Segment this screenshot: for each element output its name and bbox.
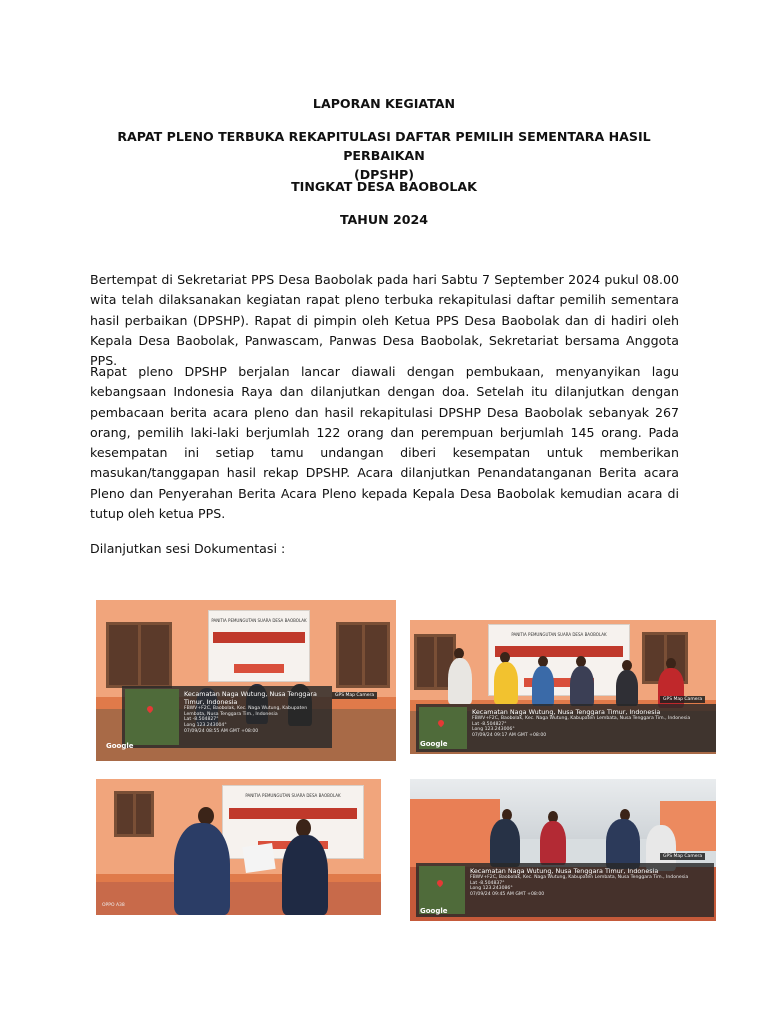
gps-time: 07/09/24 09:17 AM GMT +08:00	[472, 733, 547, 739]
person	[494, 662, 518, 704]
gps-lat: Lat -8.504827°	[184, 717, 219, 723]
photo-2	[410, 620, 716, 754]
gps-lat: Lat -8.504837°	[470, 880, 505, 886]
banner-red-band	[213, 632, 305, 643]
report-level: TINGKAT DESA BAOBOLAK	[291, 179, 477, 194]
window	[336, 622, 390, 688]
photo-4	[410, 779, 716, 921]
google-logo: Google	[420, 740, 448, 748]
gps-overlay	[416, 704, 716, 752]
report-title: LAPORAN KEGIATAN	[312, 96, 456, 111]
gps-camera-label: GPS Map Camera	[660, 696, 705, 703]
photo-1	[96, 600, 396, 761]
gps-time: 07/09/24 09:45 AM GMT +08:00	[470, 892, 545, 898]
floor	[96, 882, 381, 915]
gps-address: FBWV+F2C, Baobolak, Kec. Naga Wutung, Kabupaten Lembata, Nusa Tenggara Tim., Indonesia	[472, 716, 691, 721]
google-logo: Google	[420, 907, 448, 915]
gps-text	[472, 708, 712, 739]
paragraph-1: Bertempat di Sekretariat PPS Desa Baobolak pada hari Sabtu 7 September 2024 pukul 08.00 wita telah dilaksanakan kegiatan rapat pleno terbuka rekapitulasi daftar pemilih sementara hasil perbaikan (DPSHP). Rapat di pimpin oleh Ketua PPS Desa Baobolak dan di hadiri oleh Kepala Desa Baobolak, Panwascam, Panwas Desa Baobolak, Sekretariat bersama Anggota PPS.	[90, 272, 679, 369]
google-logo: Google	[106, 742, 134, 750]
person	[490, 819, 520, 867]
person	[616, 670, 638, 706]
person	[448, 658, 472, 704]
paragraph-2: Rapat pleno DPSHP berjalan lancar diawali dengan pembukaan, menyanyikan lagu kebangsaan Indonesia Raya dan dilanjutkan dengan doa. Setelah itu dilanjutkan dengan pembacaan berita acara pleno dan hasil rekapitulasi DPSHP Desa Baobolak sebanyak 267 orang, pemilih laki-laki berjumlah 122 orang dan perempuan berjumlah 145 orang. Pada kesempatan ini setiap tamu undangan diberi kesempatan untuk memberikan masukan/tanggapan hasil rekap DPSHP. Acara dilanjutkan Penandatanganan Berita acara Pleno dan Penyerahan Berita Acara Pleno kepada Kepala Desa Baobolak kemudian acara di tutup oleh ketua PPS.	[90, 364, 679, 522]
gps-text	[470, 867, 710, 898]
person	[282, 835, 328, 915]
report-year: TAHUN 2024	[339, 212, 429, 227]
banner-year-band	[234, 664, 284, 672]
window	[114, 791, 154, 837]
map-thumbnail	[125, 689, 179, 745]
gps-text	[184, 690, 328, 735]
camera-stamp: OPPO A38	[102, 903, 125, 908]
banner-top-text: PANITIA PEMUNGUTAN SUARA DESA BAOBOLAK	[511, 632, 607, 637]
report-subtitle-line1: RAPAT PLENO TERBUKA REKAPITULASI DAFTAR PEMILIH SEMENTARA HASIL PERBAIKAN	[117, 129, 651, 163]
wall	[410, 799, 500, 869]
gps-address: FBWV+F2C, Baobolak, Kec. Naga Wutung, Kabupaten Lembata, Nusa Tenggara Tim., Indonesia	[470, 875, 689, 880]
window	[106, 622, 172, 688]
banner-red-band	[229, 808, 358, 820]
gps-address: FBWV+F2C, Baobolak, Kec. Naga Wutung, Kabupaten Lembata, Nusa Tenggara Tim., Indonesia	[184, 706, 308, 717]
photo-3	[96, 779, 381, 915]
banner-red-band	[495, 646, 624, 657]
gps-lat: Lat -8.504827°	[472, 721, 507, 727]
gps-long: Long 123.243006°	[472, 727, 515, 733]
person	[606, 819, 640, 869]
banner	[208, 610, 310, 682]
gps-camera-label: GPS Map Camera	[660, 853, 705, 860]
person	[174, 823, 230, 915]
document-sheet	[242, 843, 275, 873]
person	[570, 666, 594, 706]
banner-top-text: PANITIA PEMUNGUTAN SUARA DESA BAOBOLAK	[211, 618, 307, 623]
gps-camera-label: GPS Map Camera	[332, 692, 377, 699]
person	[540, 821, 566, 865]
gps-long: Long 123.243086°	[470, 886, 513, 892]
report-subtitle	[90, 127, 678, 184]
gps-location: Kecamatan Naga Wutung, Nusa Tenggara Timur, Indonesia	[470, 867, 659, 875]
banner-top-text: PANITIA PEMUNGUTAN SUARA DESA BAOBOLAK	[245, 793, 341, 799]
gps-time: 07/09/24 08:55 AM GMT +08:00	[184, 728, 259, 734]
gps-location: Kecamatan Naga Wutung, Nusa Tenggara Timur, Indonesia	[472, 708, 661, 716]
gps-overlay	[122, 686, 332, 748]
gps-long: Long 123.243004°	[184, 723, 227, 729]
report-subtitle-line2: (DPSHP)	[353, 167, 415, 182]
person	[532, 666, 554, 706]
documentation-intro: Dilanjutkan sesi Dokumentasi :	[90, 541, 286, 556]
gps-location: Kecamatan Naga Wutung, Nusa Tenggara Timur, Indonesia	[184, 690, 317, 706]
gps-overlay	[416, 863, 714, 917]
